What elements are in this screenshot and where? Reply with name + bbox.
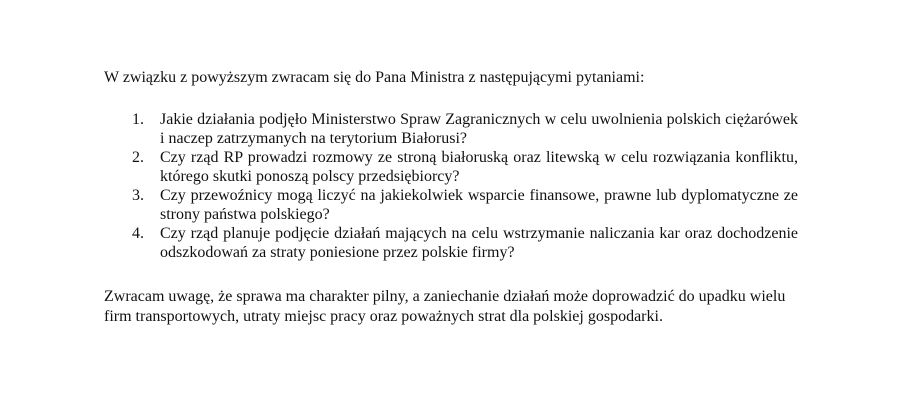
closing-paragraph: Zwracam uwagę, że sprawa ma charakter pilny, a zaniechanie działań może doprowadzić do upadku wielu firm transportowych, utraty miejsc pracy oraz poważnych strat dla polskiej gospodarki. [104,288,786,325]
question-item-4 [104,224,798,262]
question-item-1 [104,110,798,148]
question-item-2 [104,148,798,186]
question-text-1: Jakie działania podjęło Ministerstwo Spraw Zagranicznych w celu uwolnienia polskich ciężarówek i naczep zatrzymanych na terytorium Białorusi? [160,111,798,147]
intro-paragraph: W związku z powyższym zwracam się do Pana Ministra z następującymi pytaniami: [104,69,645,86]
question-number-2: 2. [132,149,144,166]
question-text-2: Czy rząd RP prowadzi rozmowy ze stroną białoruską oraz litewską w celu rozwiązania konfliktu, którego skutki ponoszą polscy przedsiębiorcy? [160,149,798,185]
question-item-3 [104,186,798,224]
question-number-1: 1. [132,111,144,128]
question-text-4: Czy rząd planuje podjęcie działań mających na celu wstrzymanie naliczania kar oraz dochodzenie odszkodowań za straty poniesione przez polskie firmy? [160,225,798,261]
question-text-3: Czy przewoźnicy mogą liczyć na jakiekolwiek wsparcie finansowe, prawne lub dyplomatyczne ze strony państwa polskiego? [160,187,798,223]
question-number-3: 3. [132,187,144,204]
questions-list [104,110,798,262]
question-number-4: 4. [132,225,144,242]
